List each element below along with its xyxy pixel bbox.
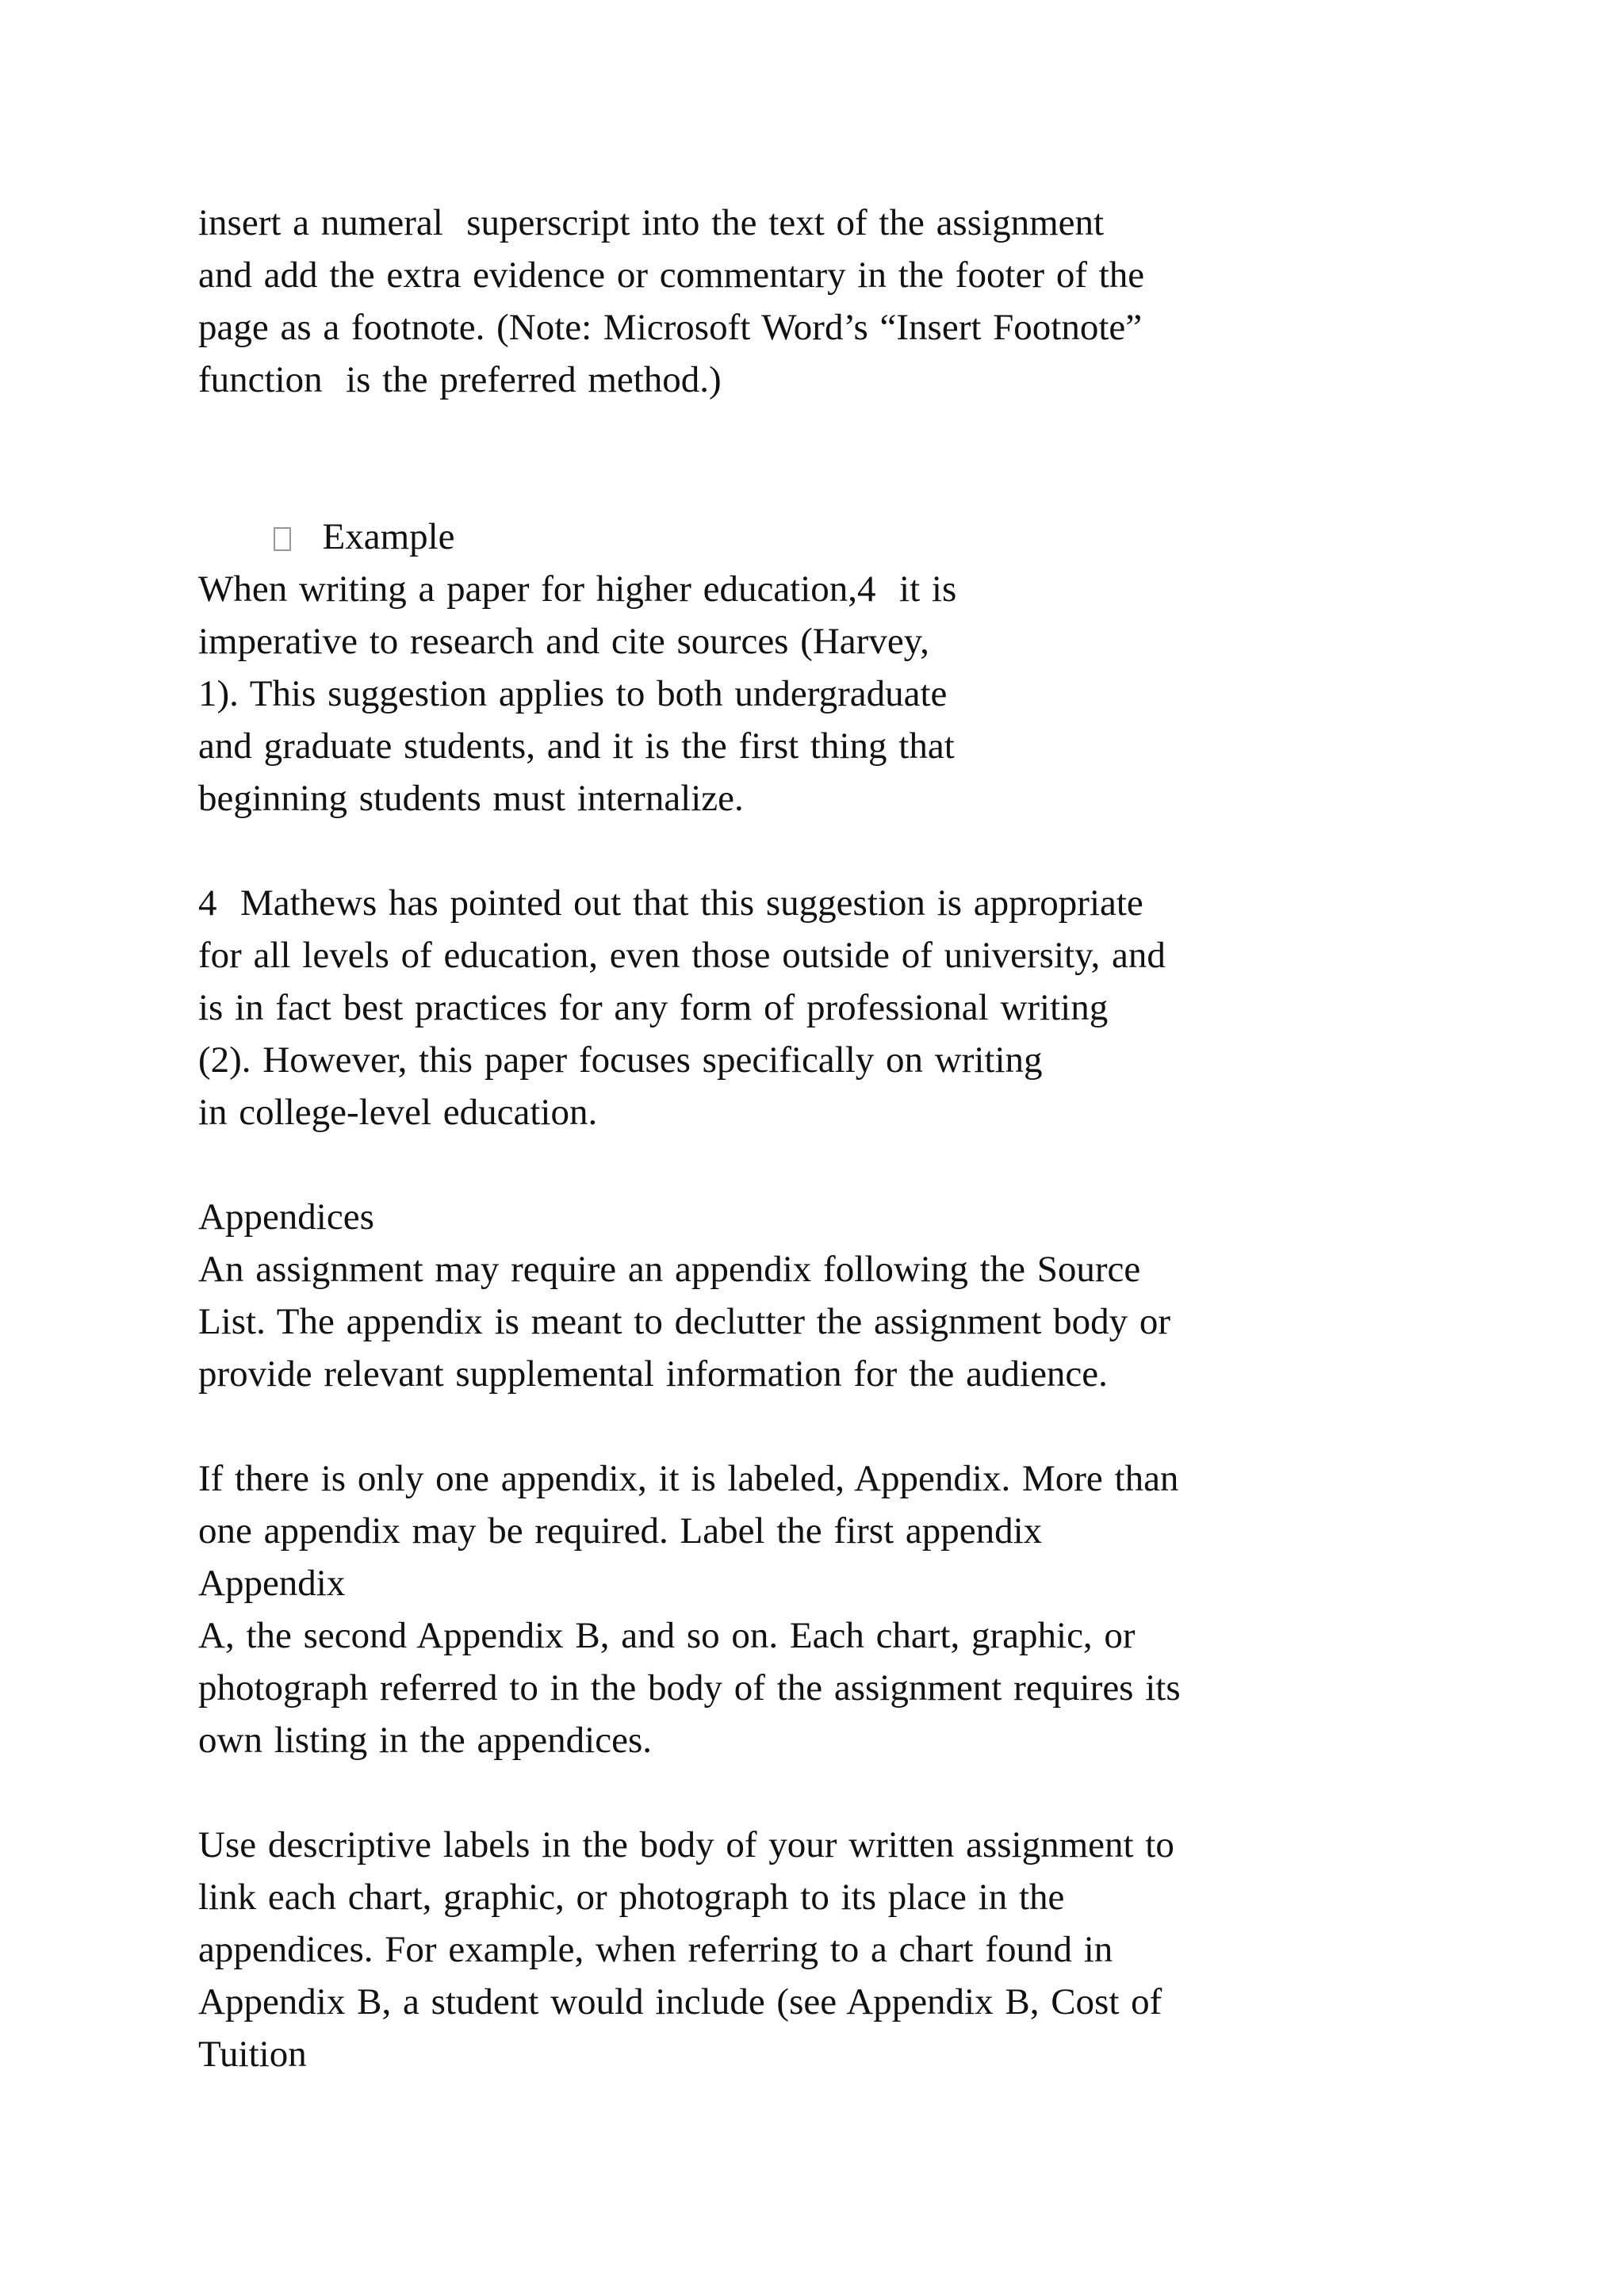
text-line: Appendix <box>198 1563 346 1604</box>
document-body <box>198 197 1499 2080</box>
text-line: function is the preferred method.) <box>198 359 722 400</box>
text-line: When writing a paper for higher education,4 it is <box>198 568 957 610</box>
paragraph-gap <box>198 406 1499 458</box>
section-heading: Appendices <box>198 1196 374 1238</box>
paragraph-example-body <box>198 563 1499 825</box>
text-line: one appendix may be required. Label the first appendix <box>198 1510 1043 1552</box>
text-line: Appendix B, a student would include (see Appendix B, Cost of <box>198 1981 1162 2022</box>
text-line: and graduate students, and it is the first thing that <box>198 725 955 767</box>
paragraph-gap <box>198 1138 1499 1191</box>
text-line: 1). This suggestion applies to both undergraduate <box>198 673 948 714</box>
missing-glyph-box-icon <box>274 527 291 551</box>
text-line: An assignment may require an appendix following the Source <box>198 1249 1141 1290</box>
text-line: own listing in the appendices. <box>198 1720 652 1761</box>
paragraph-descriptive-labels <box>198 1819 1499 2080</box>
paragraph-footnote-instructions <box>198 197 1499 406</box>
text-line: List. The appendix is meant to declutter the assignment body or <box>198 1301 1171 1342</box>
paragraph-gap <box>198 825 1499 877</box>
text-line: If there is only one appendix, it is labeled, Appendix. More than <box>198 1458 1179 1499</box>
text-line: appendices. For example, when referring to a chart found in <box>198 1929 1113 1970</box>
text-line: in college-level education. <box>198 1092 598 1133</box>
text-line: 4 Mathews has pointed out that this suggestion is appropriate <box>198 882 1143 924</box>
text-line: for all levels of education, even those outside of university, and <box>198 935 1166 976</box>
text-line: beginning students must internalize. <box>198 778 744 819</box>
appendices-section <box>198 1191 1499 1400</box>
text-line: Tuition <box>198 2034 307 2075</box>
text-line: Use descriptive labels in the body of your written assignment to <box>198 1824 1174 1866</box>
text-line: photograph referred to in the body of the assignment requires its <box>198 1667 1181 1709</box>
example-label: Example <box>322 516 455 557</box>
footnote-text <box>198 877 1499 1138</box>
text-line: A, the second Appendix B, and so on. Each chart, graphic, or <box>198 1615 1136 1656</box>
paragraph-gap <box>198 1400 1499 1452</box>
paragraph-appendix-labels <box>198 1452 1499 1766</box>
text-line: provide relevant supplemental information for the audience. <box>198 1353 1108 1395</box>
text-line: (2). However, this paper focuses specifically on writing <box>198 1039 1043 1081</box>
example-heading <box>198 458 1499 557</box>
text-line: insert a numeral superscript into the text of the assignment <box>198 202 1105 243</box>
text-line: imperative to research and cite sources (Harvey, <box>198 621 929 662</box>
paragraph-gap <box>198 1766 1499 1819</box>
text-line: link each chart, graphic, or photograph to its place in the <box>198 1877 1065 1918</box>
text-line: and add the extra evidence or commentary in the footer of the <box>198 254 1145 296</box>
text-line: page as a footnote. (Note: Microsoft Word’s “Insert Footnote” <box>198 307 1143 348</box>
text-line: is in fact best practices for any form of professional writing <box>198 987 1109 1028</box>
